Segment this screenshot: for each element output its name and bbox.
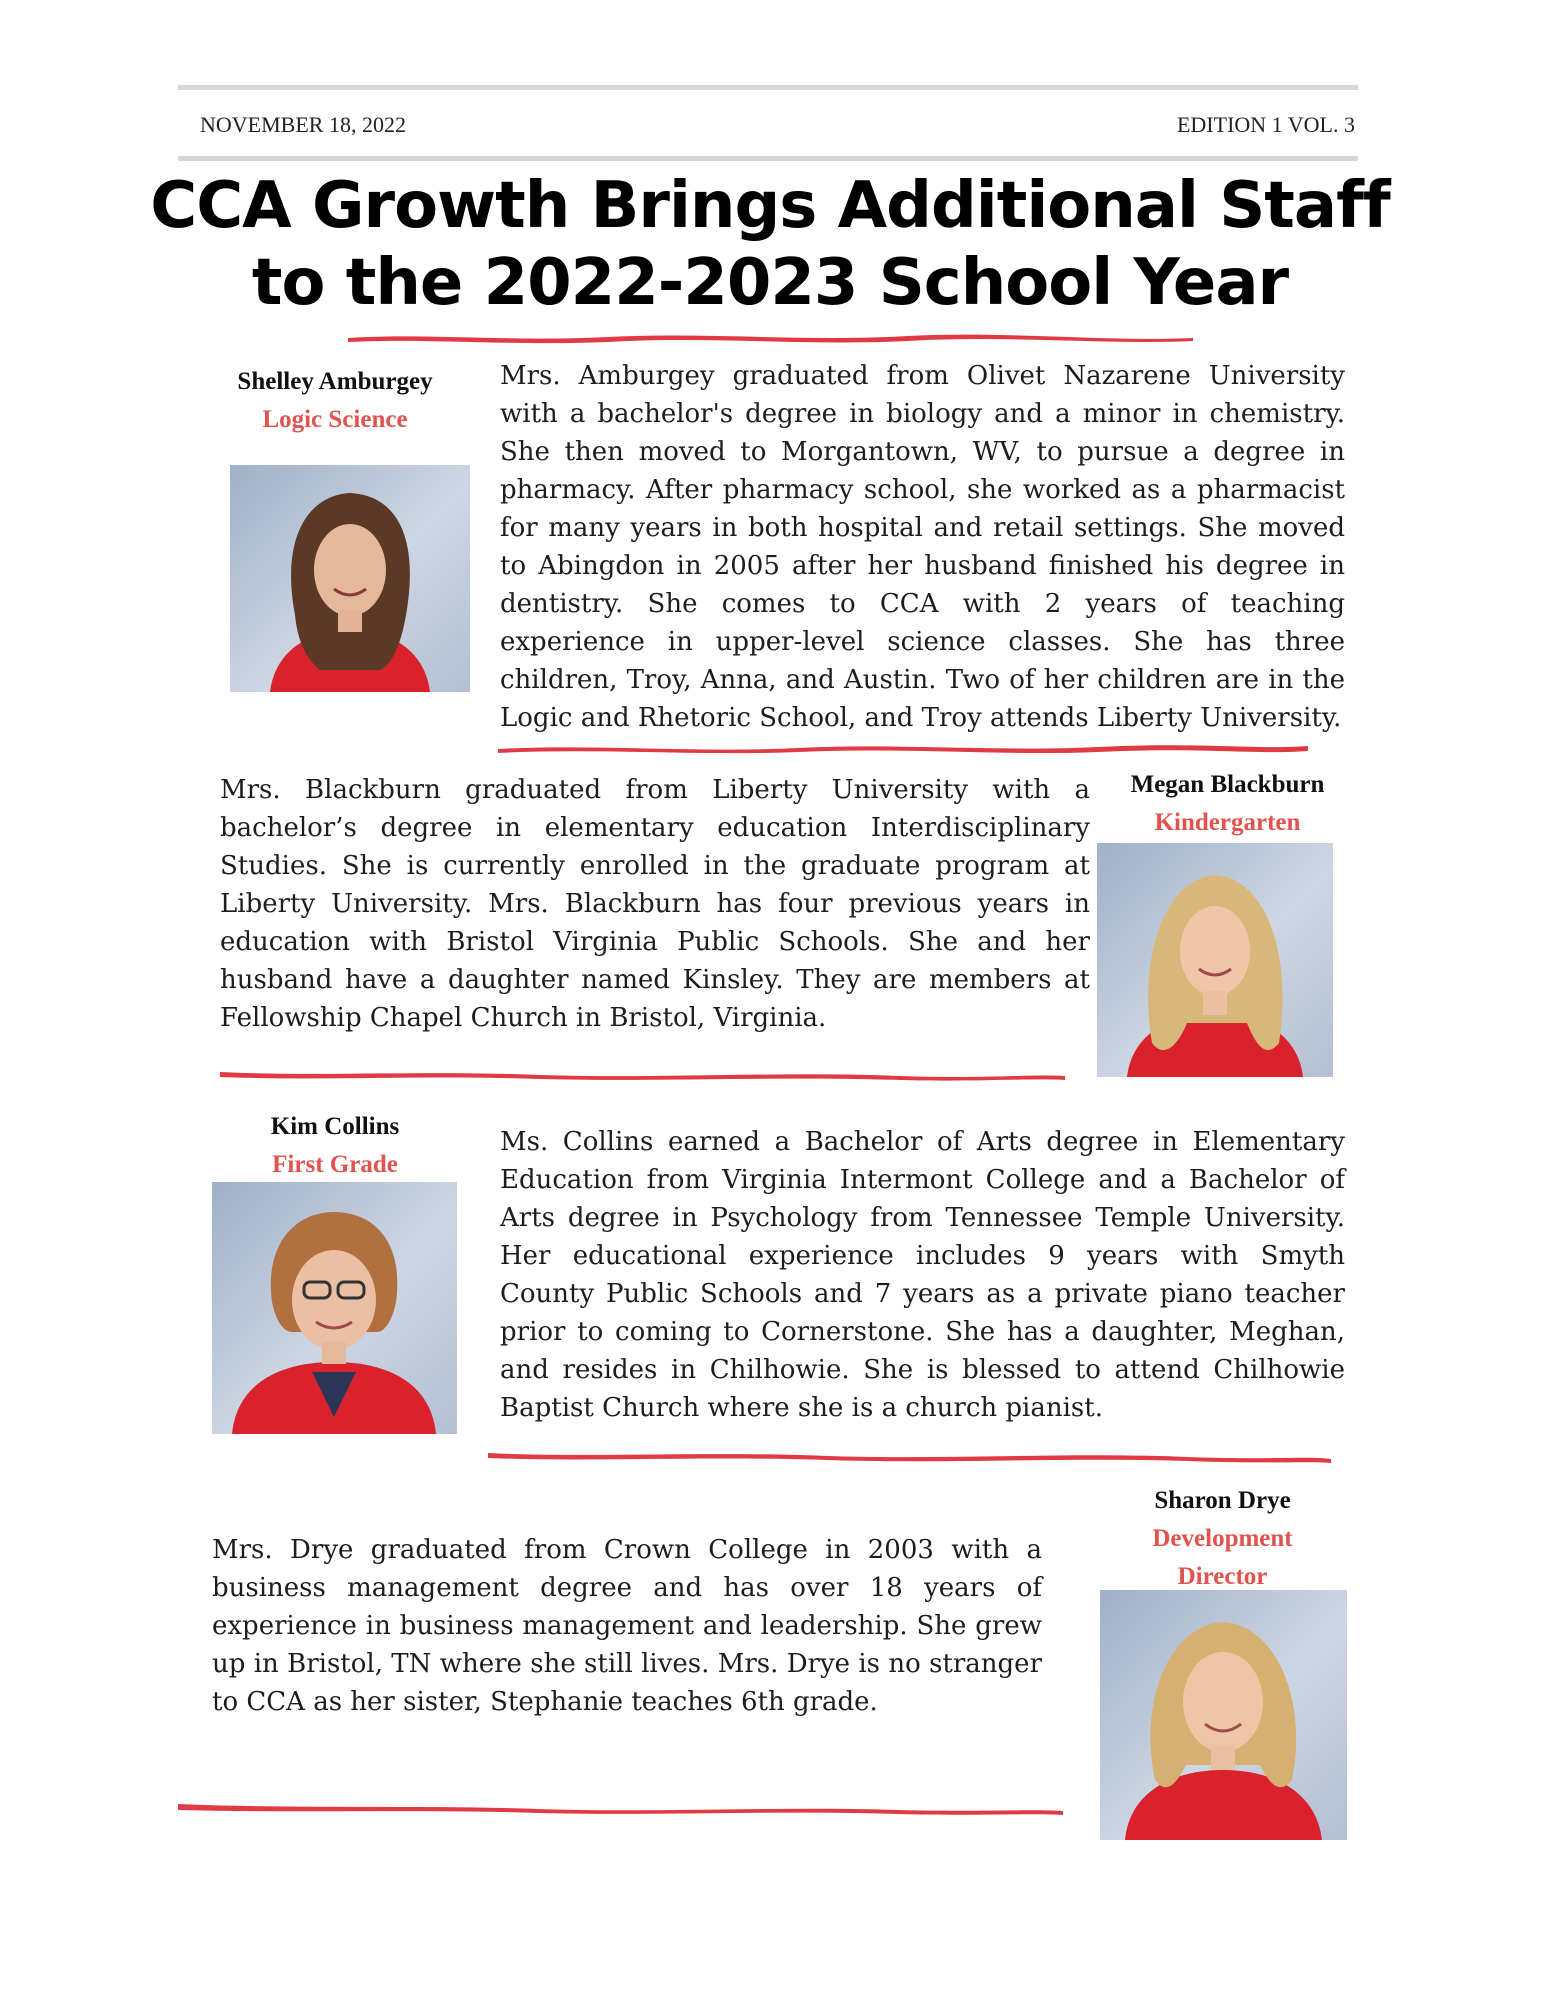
staff-bio-drye: Mrs. Drye graduated from Crown College in 2003 with a business management degree and has over 18 years of experience in business management and leadership. She grew up in Bristol, TN where she still lives. Mrs. Drye is no stranger to CCA as her sister, Stephanie teaches 6th grade. xyxy=(212,1535,1042,1717)
staff-name: Megan Blackburn xyxy=(1130,771,1325,798)
staff-bio-blackburn: Mrs. Blackburn graduated from Liberty University with a bachelor’s degree in elementary education Interdisciplinary Studies. She is currently enrolled in the graduate program at Liberty University. Mrs. Blackburn has four previous years in education with Bristol Virginia Public Schools. She and her husband have a daughter named Kinsley. They are members at Fellowship Chapel Church in Bristol, Virginia. xyxy=(220,775,1090,1033)
staff-card-collins-heading xyxy=(210,1108,460,1184)
staff-name: Shelley Amburgey xyxy=(237,368,433,395)
staff-role: Development xyxy=(1152,1525,1293,1552)
brush-divider xyxy=(498,740,1308,756)
title-line-1: CCA Growth Brings Additional Staff xyxy=(150,169,1390,243)
staff-photo-blackburn xyxy=(1097,843,1333,1077)
staff-name: Sharon Drye xyxy=(1154,1487,1291,1514)
staff-card-amburgey-heading xyxy=(210,363,460,439)
staff-bio-amburgey: Mrs. Amburgey graduated from Olivet Nazarene University with a bachelor's degree in biology and a minor in chemistry. She then moved to Morgantown, WV, to pursue a degree in pharmacy. After pharmacy school, she worked as a pharmacist for many years in both hospital and retail settings. She moved to Abingdon in 2005 after her husband finished his degree in dentistry. She comes to CCA with 2 years of teaching experience in upper-level science classes. She has three children, Troy, Anna, and Austin. Two of her children are in the Logic and Rhetoric School, and Troy attends Liberty University. xyxy=(500,361,1345,733)
staff-bio-collins: Ms. Collins earned a Bachelor of Arts degree in Elementary Education from Virginia Intermont College and a Bachelor of Arts degree in Psychology from Tennessee Temple University. Her educational experience includes 9 years with Smyth County Public Schools and 7 years as a private piano teacher prior to coming to Cornerstone. She has a daughter, Meghan, and resides in Chilhowie. She is blessed to attend Chilhowie Baptist Church where she is a church pianist. xyxy=(500,1127,1345,1423)
brush-divider xyxy=(348,330,1193,346)
brush-divider xyxy=(488,1448,1331,1464)
staff-card-blackburn-heading xyxy=(1110,766,1345,842)
staff-role: First Grade xyxy=(272,1151,398,1178)
staff-role: Logic Science xyxy=(262,406,408,433)
edition-label: EDITION 1 VOL. 3 xyxy=(1176,112,1355,137)
staff-photo-collins xyxy=(212,1182,457,1434)
page-title xyxy=(120,168,1420,322)
staff-photo-drye xyxy=(1100,1590,1347,1840)
issue-date: NOVEMBER 18, 2022 xyxy=(200,112,406,137)
staff-photo-amburgey xyxy=(230,465,470,692)
brush-divider xyxy=(178,1800,1063,1816)
staff-role: Director xyxy=(1177,1563,1268,1590)
top-rule xyxy=(178,85,1358,90)
title-line-2: to the 2022-2023 School Year xyxy=(251,245,1289,320)
header-rule xyxy=(178,156,1358,161)
staff-name: Kim Collins xyxy=(270,1113,400,1140)
staff-card-drye-heading xyxy=(1105,1482,1340,1596)
staff-role: Kindergarten xyxy=(1154,809,1301,836)
brush-divider xyxy=(220,1066,1065,1082)
